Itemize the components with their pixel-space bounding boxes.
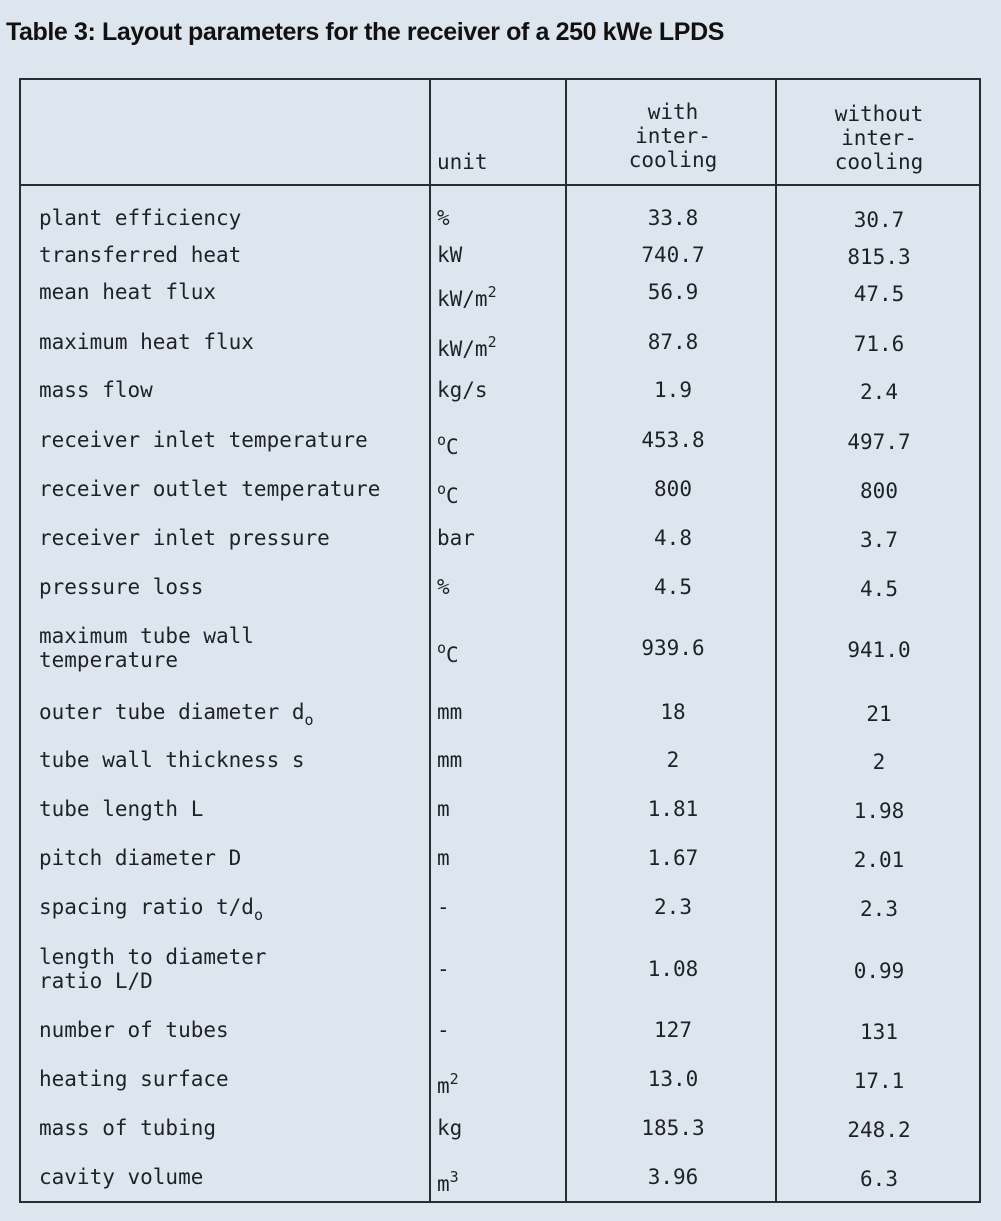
unit-text: m	[437, 797, 450, 821]
unit-text: m	[437, 846, 450, 870]
unit-text: C	[446, 484, 459, 508]
param-text: length to diameter	[39, 945, 267, 969]
value-with-intercooling: 13.0	[647, 1067, 699, 1091]
unit-text: %	[437, 575, 450, 599]
unit-superscript: 2	[449, 1070, 459, 1088]
param-cell	[39, 280, 216, 304]
param-text: transferred heat	[39, 243, 242, 267]
unit-cell	[437, 1018, 450, 1042]
param-cell	[39, 1018, 229, 1042]
value-without-intercooling: 2.3	[860, 897, 898, 921]
unit-cell	[437, 330, 497, 361]
unit-cell	[437, 895, 450, 919]
param-cell	[39, 330, 254, 354]
unit-cell	[437, 797, 450, 821]
unit-cell	[437, 575, 450, 599]
param-text-line2: temperature	[39, 648, 179, 672]
value-without-intercooling: 3.7	[860, 528, 898, 552]
param-cell	[39, 700, 314, 732]
unit-cell	[437, 1165, 459, 1196]
unit-cell	[437, 636, 459, 667]
unit-text: -	[437, 895, 450, 919]
value-without-intercooling: 30.7	[853, 208, 905, 232]
unit-cell	[437, 1116, 462, 1140]
value-without-intercooling: 21	[866, 702, 892, 726]
value-without-intercooling: 17.1	[853, 1069, 905, 1093]
unit-cell	[437, 957, 450, 981]
value-with-intercooling: 1.67	[647, 846, 699, 870]
value-with-intercooling: 2.3	[654, 895, 692, 919]
unit-cell	[437, 846, 450, 870]
unit-superscript: 2	[487, 333, 497, 351]
value-without-intercooling: 800	[860, 479, 898, 503]
param-text-line2: ratio L/D	[39, 969, 153, 993]
value-without-intercooling: 71.6	[853, 332, 905, 356]
value-with-intercooling: 185.3	[641, 1116, 705, 1140]
header-unit: unit	[437, 150, 488, 174]
value-with-intercooling: 453.8	[641, 428, 705, 452]
param-subscript: o	[253, 906, 263, 924]
value-without-intercooling: 248.2	[847, 1118, 911, 1142]
value-with-intercooling: 4.8	[654, 526, 692, 550]
value-with-intercooling: 33.8	[647, 206, 699, 230]
param-text: heating surface	[39, 1067, 229, 1091]
value-with-intercooling: 800	[654, 477, 692, 501]
unit-superscript: o	[437, 639, 447, 657]
unit-text: m	[437, 1074, 450, 1098]
value-without-intercooling: 497.7	[847, 430, 911, 454]
param-text: receiver inlet temperature	[39, 428, 368, 452]
value-with-intercooling: 1.81	[647, 797, 699, 821]
param-cell	[39, 624, 254, 672]
unit-text: kW	[437, 243, 463, 267]
unit-superscript: o	[437, 431, 447, 449]
unit-cell	[437, 477, 459, 508]
param-text: spacing ratio t/d	[39, 895, 254, 919]
unit-cell	[437, 243, 462, 267]
value-with-intercooling: 740.7	[641, 243, 705, 267]
param-cell	[39, 378, 153, 402]
unit-text: mm	[437, 748, 463, 772]
unit-text: m	[437, 1172, 450, 1196]
param-cell	[39, 477, 380, 501]
unit-cell	[437, 206, 450, 230]
unit-cell	[437, 428, 459, 459]
unit-text: mm	[437, 700, 463, 724]
value-with-intercooling: 3.96	[647, 1165, 699, 1189]
param-cell	[39, 526, 330, 550]
value-without-intercooling: 2.4	[860, 380, 898, 404]
unit-text: kW/m	[437, 287, 488, 311]
param-cell	[39, 206, 241, 230]
param-text: receiver inlet pressure	[39, 526, 330, 550]
param-cell	[39, 1067, 229, 1091]
value-with-intercooling: 1.9	[654, 378, 692, 402]
param-cell	[39, 1165, 203, 1189]
value-without-intercooling: 6.3	[860, 1167, 898, 1191]
param-cell	[39, 945, 267, 993]
unit-superscript: 3	[449, 1168, 459, 1186]
param-text: number of tubes	[39, 1018, 229, 1042]
param-cell	[39, 846, 241, 870]
param-text: mass of tubing	[39, 1116, 217, 1140]
param-cell	[39, 1116, 216, 1140]
unit-text: -	[437, 1018, 450, 1042]
header-divider	[21, 184, 979, 186]
value-with-intercooling: 127	[654, 1018, 692, 1042]
parameters-table	[19, 78, 981, 1203]
unit-text: -	[437, 957, 450, 981]
param-text: plant efficiency	[39, 206, 242, 230]
header-without-intercooling: without inter- cooling	[834, 102, 924, 174]
value-without-intercooling: 0.99	[853, 959, 905, 983]
param-text: receiver outlet temperature	[39, 477, 381, 501]
param-cell	[39, 797, 203, 821]
unit-cell	[437, 700, 462, 724]
param-text: mass flow	[39, 378, 153, 402]
unit-text: %	[437, 206, 450, 230]
unit-superscript: o	[437, 480, 447, 498]
param-text: cavity volume	[39, 1165, 204, 1189]
param-text: maximum tube wall	[39, 624, 254, 648]
param-text: pitch diameter D	[39, 846, 242, 870]
unit-text: kg/s	[437, 378, 488, 402]
unit-cell	[437, 526, 475, 550]
value-with-intercooling: 4.5	[654, 575, 692, 599]
unit-superscript: 2	[487, 283, 497, 301]
unit-cell	[437, 280, 497, 311]
unit-cell	[437, 1067, 459, 1098]
value-with-intercooling: 18	[660, 700, 686, 724]
value-without-intercooling: 1.98	[853, 799, 905, 823]
unit-cell	[437, 378, 488, 402]
param-cell	[39, 575, 203, 599]
param-text: pressure loss	[39, 575, 204, 599]
value-without-intercooling: 4.5	[860, 577, 898, 601]
param-cell	[39, 243, 241, 267]
value-without-intercooling: 815.3	[847, 245, 911, 269]
value-without-intercooling: 941.0	[847, 638, 911, 662]
unit-text: kg	[437, 1116, 463, 1140]
value-with-intercooling: 56.9	[647, 280, 699, 304]
param-cell	[39, 428, 368, 452]
value-without-intercooling: 2.01	[853, 848, 905, 872]
value-without-intercooling: 2	[872, 750, 886, 774]
header-with-intercooling: with inter- cooling	[628, 100, 718, 172]
table-caption: Table 3: Layout parameters for the receiver of a 250 kWe LPDS	[6, 18, 725, 46]
param-text: outer tube diameter d	[39, 700, 305, 724]
value-with-intercooling: 87.8	[647, 330, 699, 354]
param-text: tube length L	[39, 797, 204, 821]
param-cell	[39, 895, 263, 927]
unit-text: kW/m	[437, 337, 488, 361]
param-text: maximum heat flux	[39, 330, 254, 354]
column-divider	[429, 80, 431, 1201]
value-with-intercooling: 939.6	[641, 636, 705, 660]
unit-text: C	[446, 435, 459, 459]
unit-cell	[437, 748, 462, 772]
unit-text: C	[446, 643, 459, 667]
value-without-intercooling: 131	[860, 1020, 898, 1044]
param-text: mean heat flux	[39, 280, 217, 304]
param-subscript: o	[304, 711, 314, 729]
value-with-intercooling: 2	[666, 748, 680, 772]
param-text: tube wall thickness s	[39, 748, 305, 772]
value-without-intercooling: 47.5	[853, 282, 905, 306]
value-with-intercooling: 1.08	[647, 957, 699, 981]
unit-text: bar	[437, 526, 475, 550]
param-cell	[39, 748, 305, 772]
